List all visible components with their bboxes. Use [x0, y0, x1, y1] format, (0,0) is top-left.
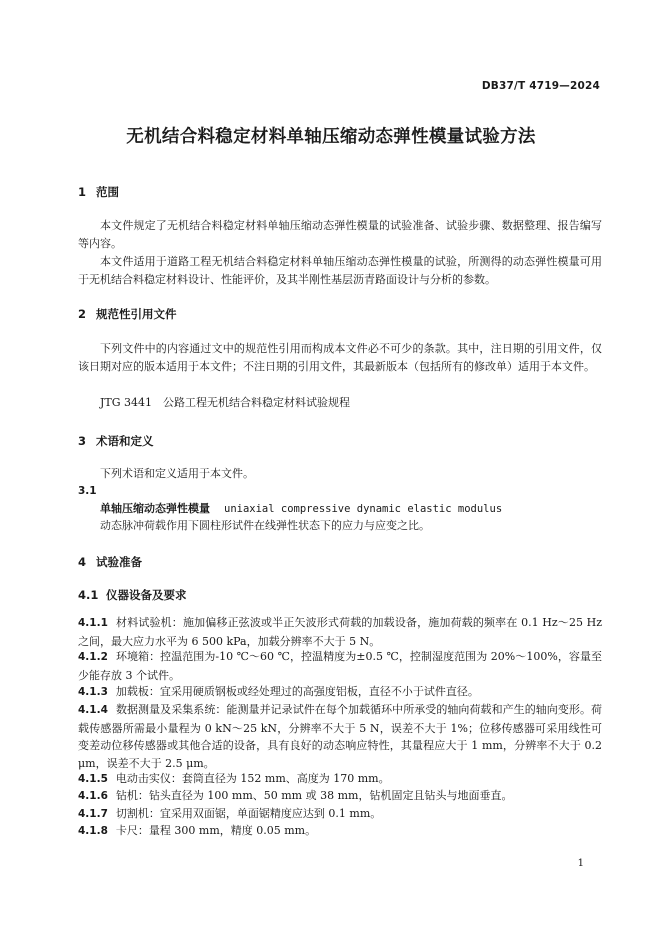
- clause-text: 加载板：宜采用硬质钢板或经处理过的高强度铝板，直径不小于试件直径。: [115, 685, 479, 698]
- clause-text: 材料试验机：施加偏移正弦波或半正矢波形式荷载的加载设备，施加荷载的频率在 0.1 Hz～25 Hz 之间，最大应力水平为 6 500 kPa，加载分辨率不大于 5 N。: [78, 616, 602, 648]
- section-4-heading: [78, 554, 142, 570]
- standard-code: DB37/T 4719—2024: [481, 80, 600, 92]
- subsection-number: 4.1: [78, 588, 99, 602]
- clause-text: 切割机：宜采用双面锯，单面锯精度应达到 0.1 mm。: [115, 807, 382, 820]
- section-number: 3: [78, 434, 87, 448]
- clause-text: 卡尺：量程 300 mm，精度 0.05 mm。: [115, 824, 317, 837]
- section-title: 范围: [96, 185, 119, 199]
- section-2-paragraph: 下列文件中的内容通过文中的规范性引用而构成本文件必不可少的条款。其中，注日期的引用文件，仅该日期对应的版本适用于本文件；不注日期的引用文件，其最新版本（包括所有的修改单）适用于本文件。: [78, 342, 602, 373]
- section-title: 规范性引用文件: [96, 307, 177, 321]
- clause-4-1-1: [78, 614, 602, 650]
- clause-number: 4.1.7: [78, 808, 108, 820]
- term-english: uniaxial compressive dynamic elastic modulus: [224, 503, 503, 515]
- clause-4-1-4: [78, 701, 602, 772]
- term-number: 3.1: [78, 485, 97, 497]
- section-title: 试验准备: [96, 555, 142, 569]
- section-3-heading: [78, 433, 154, 449]
- clause-number: 4.1.8: [78, 825, 108, 837]
- clause-4-1-7: [78, 805, 602, 824]
- clause-number: 4.1.5: [78, 773, 108, 785]
- section-number: 4: [78, 555, 87, 569]
- clause-text: 数据测量及采集系统：能测量并记录试件在每个加载循环中所承受的轴向荷载和产生的轴向变形。荷载传感器所需最小量程为 0 kN～25 kN，分辨率不大于 5 N，误差不大于 1%；位移传感器可采用线性可变差动位移传感器或其他合适的设备，具有良好的动态响应特性，其量程应大于 1 mm，分辨率不大于 0.2 μm，误差不大于 2.5 μm。: [78, 703, 602, 770]
- clause-4-1-8: [78, 822, 602, 841]
- section-3-intro: 下列术语和定义适用于本文件。: [100, 467, 254, 480]
- clause-4-1-2: [78, 648, 602, 684]
- clause-number: 4.1.2: [78, 651, 108, 663]
- section-2-heading: [78, 306, 177, 322]
- section-1-paragraph-2: 本文件适用于道路工程无机结合料稳定材料单轴压缩动态弹性模量的试验，所测得的动态弹性模量可用于无机结合料稳定材料设计、性能评价，及其半刚性基层沥青路面设计与分析的参数。: [78, 255, 602, 286]
- section-number: 2: [78, 307, 87, 321]
- document-title: 无机结合料稳定材料单轴压缩动态弹性模量试验方法: [126, 127, 536, 147]
- clause-text: 钻机：钻头直径为 100 mm、50 mm 或 38 mm，钻机固定且钻头与地面垂直。: [115, 789, 513, 802]
- page-number: 1: [577, 858, 584, 869]
- section-1-paragraph-1: 本文件规定了无机结合料稳定材料单轴压缩动态弹性模量的试验准备、试验步骤、数据整理、报告编写等内容。: [78, 219, 602, 250]
- clause-4-1-5: [78, 770, 602, 789]
- subsection-title: 仪器设备及要求: [106, 588, 187, 602]
- section-number: 1: [78, 185, 87, 199]
- term-chinese: 单轴压缩动态弹性模量: [100, 502, 210, 515]
- clause-4-1-6: [78, 787, 602, 806]
- clause-4-1-3: [78, 683, 602, 702]
- normative-reference: JTG 3441 公路工程无机结合料稳定材料试验规程: [100, 396, 351, 409]
- clause-number: 4.1.1: [78, 617, 108, 629]
- clause-number: 4.1.6: [78, 790, 108, 802]
- clause-number: 4.1.4: [78, 704, 108, 716]
- clause-text: 电动击实仪：套筒直径为 152 mm、高度为 170 mm。: [115, 772, 390, 785]
- subsection-4-1-heading: [78, 587, 187, 603]
- section-title: 术语和定义: [96, 434, 154, 448]
- clause-number: 4.1.3: [78, 686, 108, 698]
- term-definition: 动态脉冲荷载作用下圆柱形试件在线弹性状态下的应力与应变之比。: [100, 519, 430, 532]
- term-entry: [100, 500, 502, 519]
- clause-text: 环境箱：控温范围为-10 ℃～60 ℃，控温精度为±0.5 ℃，控制湿度范围为 20%～100%，容量至少能存放 3 个试件。: [78, 650, 602, 682]
- section-1-heading: [78, 184, 119, 200]
